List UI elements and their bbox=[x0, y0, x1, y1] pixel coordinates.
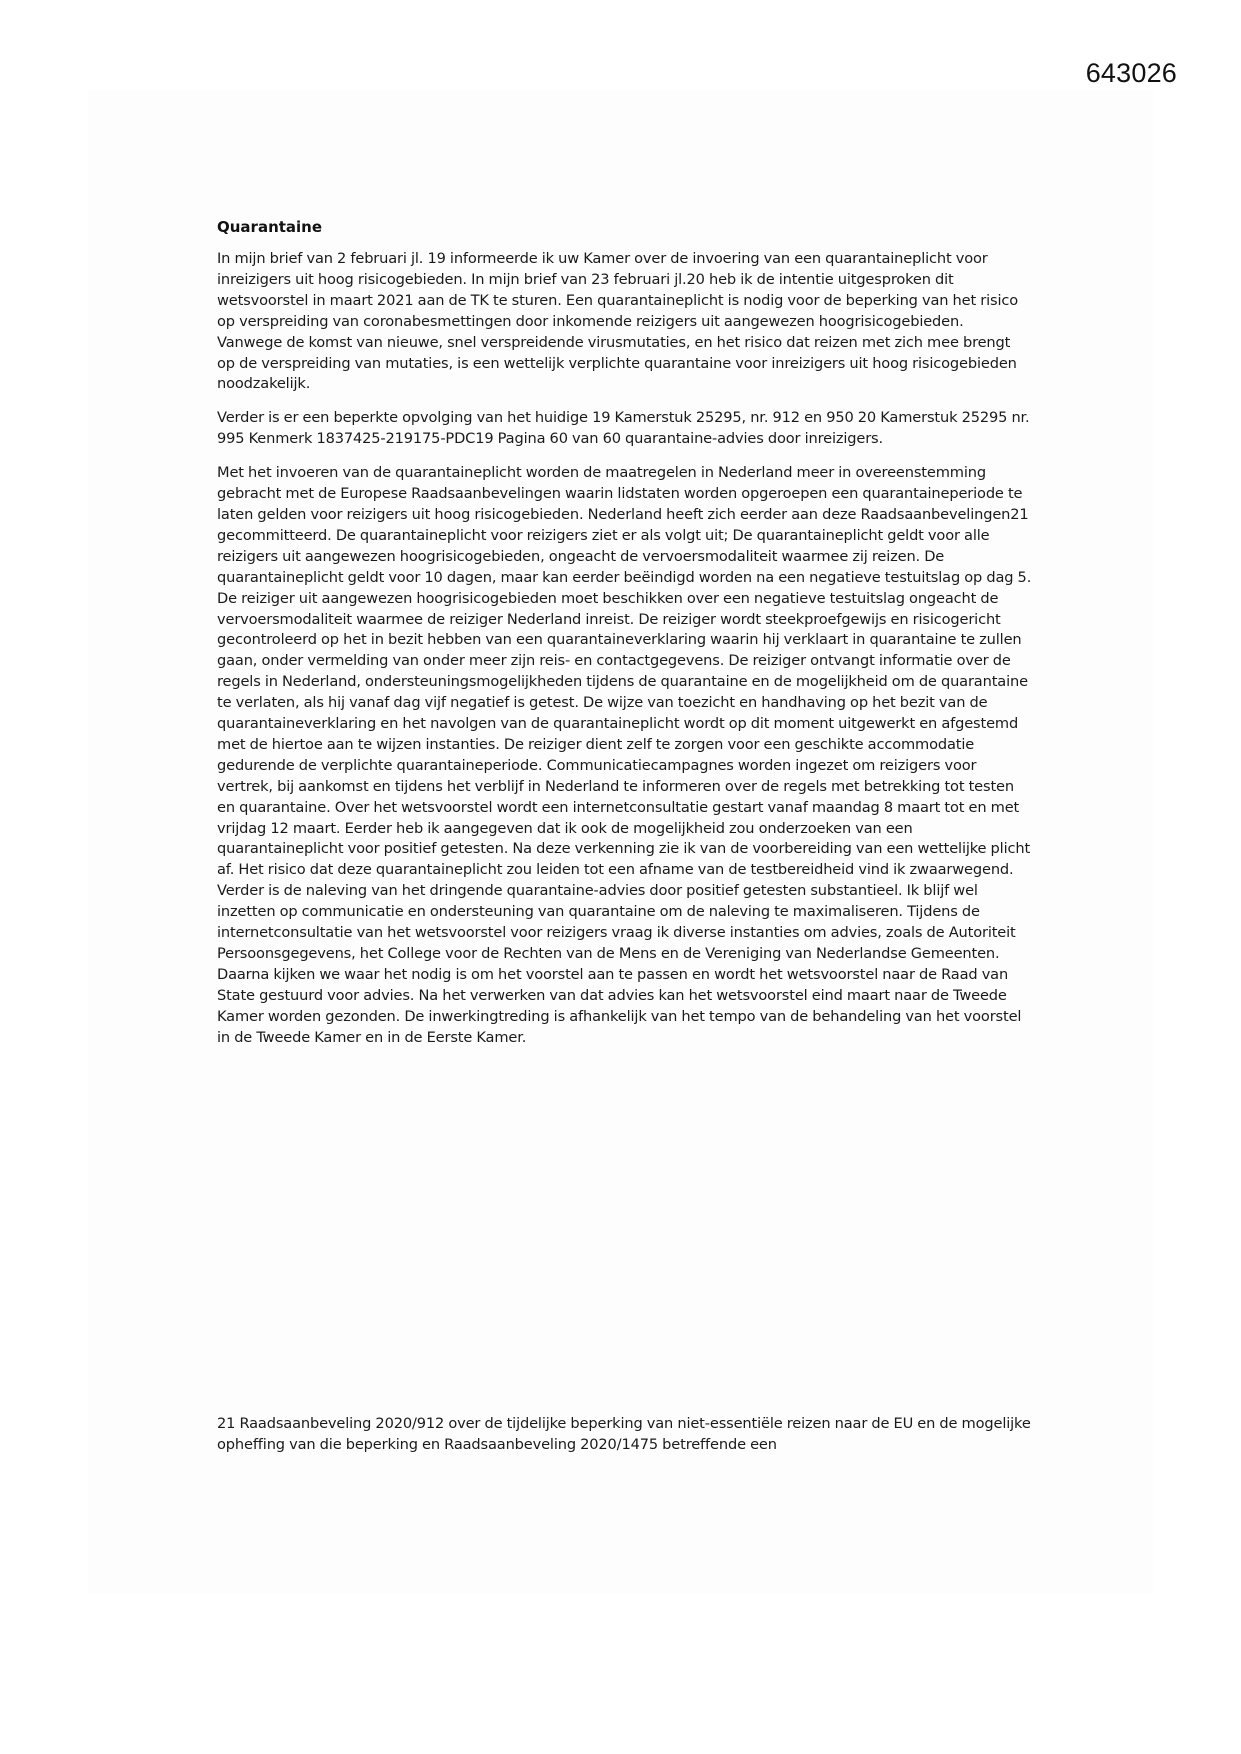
paragraph-quarantine-details: Met het invoeren van de quarantaineplicht worden de maatregelen in Nederland meer in overeenstemming gebracht met de Europese Raadsaanbevelingen waarin lidstaten worden opgeroepen een quarantaineperiode te laten gelden voor reizigers uit hoog risicogebieden. Nederland heeft zich eerder aan deze Raadsaanbevelingen21 gecommitteerd. De quarantaineplicht voor reizigers ziet er als volgt uit; De quarantaineplicht geldt voor alle reizigers uit aangewezen hoogrisicogebieden, ongeacht de vervoersmodaliteit waarmee zij reizen. De quarantaineplicht geldt voor 10 dagen, maar kan eerder beëindigd worden na een negatieve testuitslag op dag 5. De reiziger uit aangewezen hoogrisicogebieden moet beschikken over een negatieve testuitslag ongeacht de vervoersmodaliteit waarmee de reiziger Nederland inreist. De reiziger wordt steekproefgewijs en risicogericht gecontroleerd op het in bezit hebben van een quarantaineverklaring waarin hij verklaart in quarantaine te zullen gaan, onder vermelding van onder meer zijn reis- en contactgegevens. De reiziger ontvangt informatie over de regels in Nederland, ondersteuningsmogelijkheden tijdens de quarantaine en de mogelijkheid om de quarantaine te verlaten, als hij vanaf dag vijf negatief is getest. De wijze van toezicht en handhaving op het bezit van de quarantaineverklaring en het navolgen van de quarantaineplicht wordt op dit moment uitgewerkt en afgestemd met de hiertoe aan te wijzen instanties. De reiziger dient zelf te zorgen voor een geschikte accommodatie gedurende de verplichte quarantaineperiode. Communicatiecampagnes worden ingezet om reizigers voor vertrek, bij aankomst en tijdens het verblijf in Nederland te informeren over de regels met betrekking tot testen en quarantaine. Over het wetsvoorstel wordt een internetconsultatie gestart vanaf maandag 8 maart tot en met vrijdag 12 maart. Eerder heb ik aangegeven dat ik ook de mogelijkheid zou onderzoeken van een quarantaineplicht voor positief getesten. Na deze verkenning zie ik van de voorbereiding van een wettelijke plicht af. Het risico dat deze quarantaineplicht zou leiden tot een afname van de testbereidheid vind ik zwaarwegend. Verder is de naleving van het dringende quarantaine-advies door positief getesten substantieel. Ik blijf wel inzetten op communicatie en ondersteuning van quarantaine om de naleving te maximaliseren. Tijdens de internetconsultatie van het wetsvoorstel voor reizigers vraag ik diverse instanties om advies, zoals de Autoriteit Persoonsgegevens, het College voor de Rechten van de Mens en de Vereniging van Nederlandse Gemeenten. Daarna kijken we waar het nodig is om het voorstel aan te passen en wordt het wetsvoorstel naar de Raad van State gestuurd voor advies. Na het verwerken van dat advies kan het wetsvoorstel eind maart naar de Tweede Kamer worden gezonden. De inwerkingtreding is afhankelijk van het tempo van de behandeling van het voorstel in de Tweede Kamer en in de Eerste Kamer. bbox=[217, 464, 1032, 1046]
document-id-stamp: 643026 bbox=[1085, 58, 1177, 88]
paragraph-follow-up: Verder is er een beperkte opvolging van het huidige 19 Kamerstuk 25295, nr. 912 en 950 20 Kamerstuk 25295 nr. 995 Kenmerk 1837425-219175-PDC19 Pagina 60 van 60 quarantaine-advies door inreizigers. bbox=[217, 409, 1030, 448]
section-title: Quarantaine bbox=[217, 218, 323, 236]
footnote: 21 Raadsaanbeveling 2020/912 over de tijdelijke beperking van niet-essentiële reizen naar de EU en de mogelijke opheffing van die beperking en Raadsaanbeveling 2020/1475 betreffende een bbox=[217, 1415, 1031, 1453]
paragraph-intro: In mijn brief van 2 februari jl. 19 informeerde ik uw Kamer over de invoering van een quarantaineplicht voor inreizigers uit hoog risicogebieden. In mijn brief van 23 februari jl.20 heb ik de intentie uitgesproken dit wetsvoorstel in maart 2021 aan de TK te sturen. Een quarantaineplicht is nodig voor de beperking van het risico op verspreiding van coronabesmettingen door inkomende reizigers uit aangewezen hoogrisicogebieden. Vanwege de komst van nieuwe, snel verspreidende virusmutaties, en het risico dat reizen met zich mee brengt op de verspreiding van mutaties, is een wettelijk verplichte quarantaine voor inreizigers uit hoog risicogebieden noodzakelijk. bbox=[217, 250, 1019, 393]
document-body bbox=[217, 217, 1032, 1062]
